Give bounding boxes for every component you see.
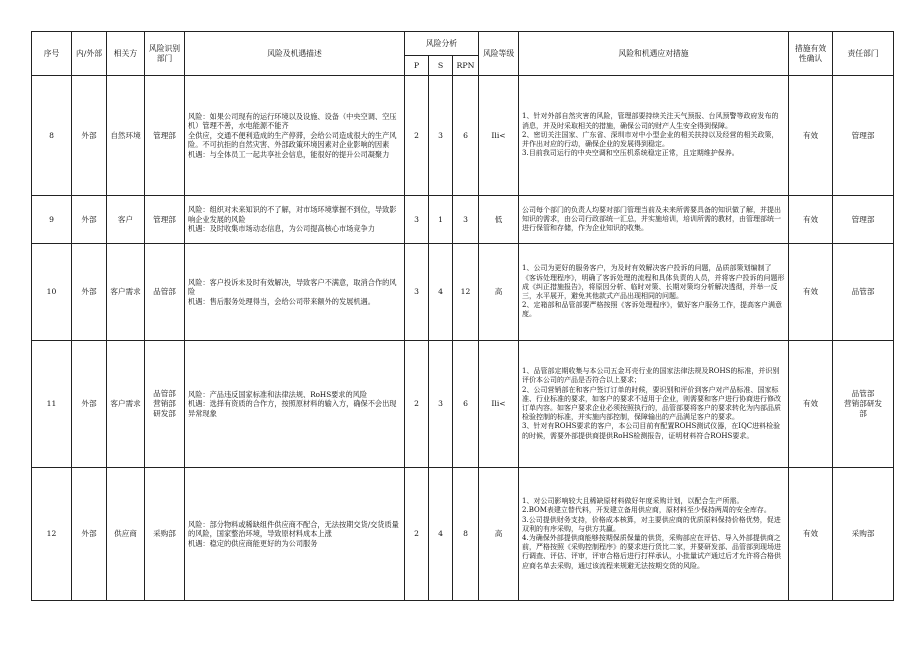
cell-dept: 采购部 bbox=[145, 468, 185, 601]
cell-party: 客户需求 bbox=[107, 244, 145, 341]
desc-line: 机遇：稳定的供应商能更好的为公司服务 bbox=[188, 538, 318, 548]
cell-risk-desc bbox=[185, 341, 405, 468]
cell-dept: 管理部 bbox=[145, 196, 185, 244]
cell-p: 2 bbox=[405, 76, 429, 196]
cell-party: 客户 bbox=[107, 196, 145, 244]
measure-line: 4.为确保外部提供商能够按期保质保量的供货，采购部应在评估、导入外部提供商之前，严格按照《采购控制程序》的要求进行货比二家，并要研发部、品管部到现场进行调查、评估、评审，评审合格后进行打样承认，小批量试产通过后才允许将合格供应商名单去采购，通过该流程来规避无法按期交货的风险。 bbox=[522, 534, 782, 570]
cell-dept: 管理部 bbox=[145, 76, 185, 196]
header-effect: 措施有效性确认 bbox=[789, 32, 833, 76]
cell-risk-level: 高 bbox=[479, 244, 519, 341]
desc-line: 机遇：与全体员工一起共享社会信息，能很好的提升公司凝聚力 bbox=[188, 149, 390, 159]
header-inout: 内/外部 bbox=[72, 32, 107, 76]
desc-line: 风险：组织对未来知识的不了解，对市场环境掌握不到位，导致影响企业发展的风险 bbox=[188, 205, 397, 224]
table-row bbox=[32, 244, 894, 341]
measure-line: 3.目前我司运行的中央空调和空压机系统稳定正常，且定期维护保养。 bbox=[522, 149, 739, 158]
measure-line: 1、品管部定期收集与本公司五金耳壳行业的国家法律法规及ROHS的标准，并识别评价本公司的产品是否符合以上要求； bbox=[522, 367, 780, 385]
cell-effect: 有效 bbox=[789, 468, 833, 601]
table-row bbox=[32, 468, 894, 601]
cell-risk-desc bbox=[185, 468, 405, 601]
measure-line: 1、对公司影响较大且稀缺原材料做好年度采购计划，以配合生产所需。 bbox=[522, 497, 744, 506]
cell-risk-desc bbox=[185, 196, 405, 244]
cell-measures bbox=[519, 196, 789, 244]
measure-line: 3、针对有ROHS要求的客户，本公司目前有配置ROHS测试仪器，在IQC进料检验的时候，需要外部提供商提供RoHS检测报告，证明材料符合ROHS要求。 bbox=[522, 422, 781, 440]
cell-p: 3 bbox=[405, 196, 429, 244]
cell-inout: 外部 bbox=[72, 76, 107, 196]
cell-measures bbox=[519, 76, 789, 196]
cell-s: 3 bbox=[429, 76, 453, 196]
header-dept-identify: 风险识别部门 bbox=[145, 32, 185, 76]
cell-party: 客户需求 bbox=[107, 341, 145, 468]
measure-line: 2.BOM表建立替代料，开发建立备用供应商，原材料至少保持两周的安全库存。 bbox=[522, 506, 771, 515]
header-s: S bbox=[429, 56, 453, 76]
cell-party: 供应商 bbox=[107, 468, 145, 601]
cell-seq: 11 bbox=[32, 341, 72, 468]
header-measures: 风险和机遇应对措施 bbox=[519, 32, 789, 76]
header-risk-level: 风险等级 bbox=[479, 32, 519, 76]
cell-risk-level: Ili< bbox=[479, 76, 519, 196]
cell-inout: 外部 bbox=[72, 341, 107, 468]
cell-dept: 品管部 bbox=[145, 244, 185, 341]
measure-line: 2、公司营销部在和客户签订订单的时候，要识别和评价到客户对产品标准、国家标准、行业标准的要求，如客户的要求不适用于企业，则需要和客户进行协商进行修改订单内容。如客户要求企业必须按照执行的，品管部要将客户的要求转化为内部品质检验控制的标准，并实施内部控制，保障输出的产品满足客户的要求。 bbox=[522, 385, 782, 422]
cell-inout: 外部 bbox=[72, 468, 107, 601]
measure-line: 3.公司提供财务支持，价格成本核算，对主要供应商的优质原料保持价格优势，促进双利的有序采购，与供方共赢。 bbox=[522, 515, 781, 533]
measure-line: 公司每个部门的负责人均要对部门管理当前及未来所需要具备的知识做了解，并提出知识的需求，由公司行政部统一汇总，并实施培训，培训所需的教材，由管理部统一进行保管和存储，作为企业知识的收集。 bbox=[522, 205, 782, 233]
measure-line: 2、定箱部和品管部要严格按照《客诉处理程序》，做好客户服务工作，提高客户满意度。 bbox=[522, 301, 782, 319]
header-risk-desc: 风险及机遇描述 bbox=[185, 32, 405, 76]
desc-line: 风险：部分物料或稀缺组件供应商不配合，无法按期交货/交货质量的风险，国家整治环境，导致原材料成本上涨 bbox=[188, 519, 399, 539]
cell-dept: 品管部 营销部 研发部 bbox=[145, 341, 185, 468]
cell-measures bbox=[519, 468, 789, 601]
cell-effect: 有效 bbox=[789, 76, 833, 196]
risk-register-sheet bbox=[31, 31, 893, 601]
table-row bbox=[32, 76, 894, 196]
measure-line: 1、公司为更好的服务客户，为及时有效解决客户投诉的问题，品质部策划编制了《客诉处理程序》，明确了客诉处理的流程和具体负责的人员，并将客户投诉的问题形成《纠正措施报告》，将原因分析、临时对策、长期对策均分析解决透彻，并举一反三，水平展开，避免其他款式产品出现相同的问题。 bbox=[522, 264, 785, 300]
cell-measures bbox=[519, 244, 789, 341]
header-party: 相关方 bbox=[107, 32, 145, 76]
desc-line: 机遇：及时收集市场动态信息，为公司提高核心市场竞争力 bbox=[188, 224, 375, 234]
cell-party: 自然环境 bbox=[107, 76, 145, 196]
table-row bbox=[32, 196, 894, 244]
header-resp-dept: 责任部门 bbox=[833, 32, 894, 76]
cell-s: 4 bbox=[429, 244, 453, 341]
cell-risk-desc bbox=[185, 244, 405, 341]
header-row-1 bbox=[32, 32, 894, 56]
cell-seq: 8 bbox=[32, 76, 72, 196]
cell-effect: 有效 bbox=[789, 244, 833, 341]
desc-line: 风险：产品违反国家标准和法律法规、RoHS要求的风险 bbox=[188, 389, 368, 399]
cell-risk-desc bbox=[185, 76, 405, 196]
header-rpn: RPN bbox=[453, 56, 479, 76]
header-p: P bbox=[405, 56, 429, 76]
cell-effect: 有效 bbox=[789, 341, 833, 468]
cell-s: 1 bbox=[429, 196, 453, 244]
table-row bbox=[32, 341, 894, 468]
cell-s: 4 bbox=[429, 468, 453, 601]
cell-resp-dept: 品管部 营销部研发 部 bbox=[833, 341, 894, 468]
desc-line: 全供应，交通不便利造成的生产停滞，会给公司造成很大的生产风险。不可抗拒的自然灾害、外部政策环境因素对企业影响的因素 bbox=[188, 130, 397, 150]
cell-s: 3 bbox=[429, 341, 453, 468]
cell-risk-level: 高 bbox=[479, 468, 519, 601]
desc-line: 风险：如果公司现有的运行环境以及设施、设备（中央空调、空压机）管理不善，水电能源不能齐 bbox=[188, 111, 397, 131]
desc-line: 机遇：售后服务处理得当，会给公司带来额外的发展机遇。 bbox=[188, 296, 375, 306]
cell-resp-dept: 采购部 bbox=[833, 468, 894, 601]
cell-risk-level: 低 bbox=[479, 196, 519, 244]
cell-seq: 9 bbox=[32, 196, 72, 244]
desc-line: 机遇：选择有资质的合作方，按照原材料的输入方，确保不会出现异常现象 bbox=[188, 399, 397, 418]
cell-rpn: 6 bbox=[453, 76, 479, 196]
cell-resp-dept: 管理部 bbox=[833, 196, 894, 244]
header-seq: 序号 bbox=[32, 32, 72, 76]
cell-resp-dept: 品管部 bbox=[833, 244, 894, 341]
desc-line: 风险：客户投诉未及时有效解决，导致客户不满意，取消合作的风险 bbox=[188, 277, 397, 297]
cell-seq: 12 bbox=[32, 468, 72, 601]
cell-rpn: 3 bbox=[453, 196, 479, 244]
cell-seq: 10 bbox=[32, 244, 72, 341]
cell-rpn: 8 bbox=[453, 468, 479, 601]
cell-p: 2 bbox=[405, 341, 429, 468]
measure-line: 1、针对外部自然灾害的风险，管理部要持续关注天气预报、台风预警等政府发布的消息，并及时采取相关的措施，确保公司的财产人生安全得到保障。 bbox=[522, 112, 779, 130]
header-risk-analysis: 风险分析 bbox=[405, 32, 479, 56]
measure-line: 2、密切关注国家、广东省、深圳市对中小型企业的相关扶持以及经营的相关政策，并作出对应的行动，确保企业的发展得到稳定。 bbox=[522, 130, 779, 149]
cell-risk-level: Ili< bbox=[479, 341, 519, 468]
risk-register-table bbox=[31, 31, 894, 601]
cell-p: 3 bbox=[405, 244, 429, 341]
cell-effect: 有效 bbox=[789, 196, 833, 244]
cell-resp-dept: 管理部 bbox=[833, 76, 894, 196]
cell-inout: 外部 bbox=[72, 244, 107, 341]
cell-measures bbox=[519, 341, 789, 468]
cell-rpn: 6 bbox=[453, 341, 479, 468]
cell-inout: 外部 bbox=[72, 196, 107, 244]
cell-p: 2 bbox=[405, 468, 429, 601]
cell-rpn: 12 bbox=[453, 244, 479, 341]
